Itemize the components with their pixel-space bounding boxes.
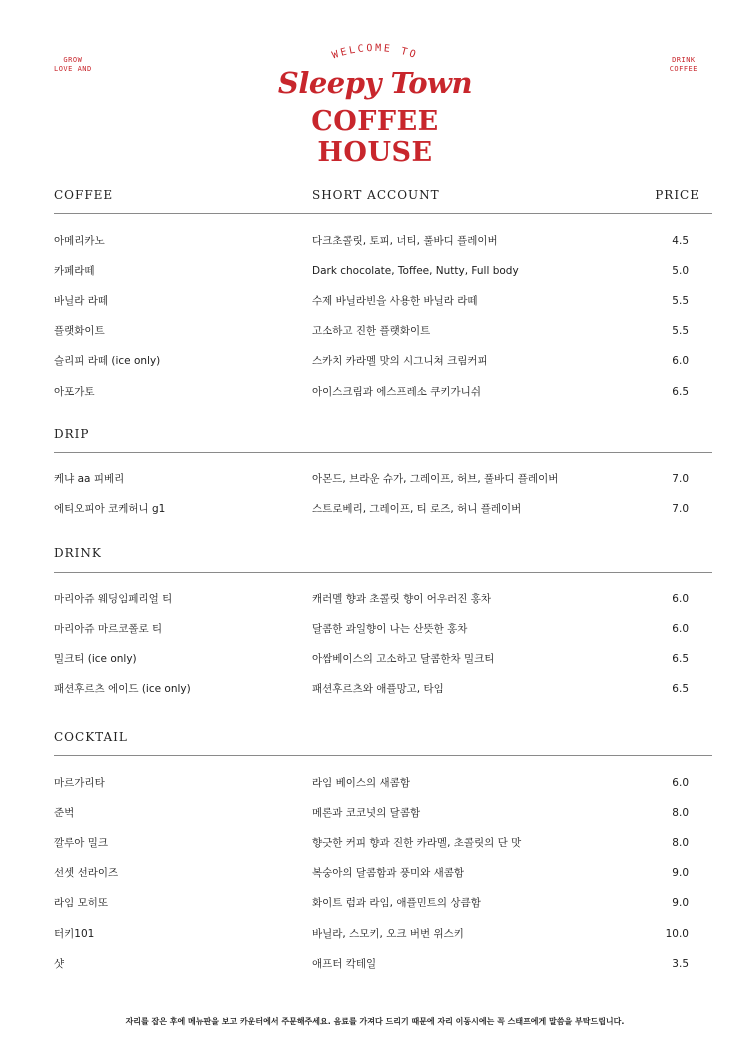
item-name: 카페라떼 [54,265,95,277]
section-title-cocktail: COCKTAIL [54,730,128,744]
item-name: 마르가리타 [54,777,105,789]
item-description: 메론과 코코넛의 달콤함 [312,807,421,819]
menu-row [0,954,750,974]
item-name: 플랫화이트 [54,325,105,337]
item-description: 향긋한 커피 향과 진한 카라멜, 초콜릿의 단 맛 [312,837,522,849]
item-price: 9.0 [672,897,689,909]
section-title-drink: DRINK [54,546,102,560]
item-name: 깔루아 밀크 [54,837,109,849]
welcome-arc [250,36,500,66]
tagline-right [670,56,698,74]
item-name: 슬리피 라떼 (ice only) [54,355,161,367]
item-name: 아포가토 [54,386,95,398]
item-name: 바닐라 라떼 [54,295,109,307]
menu-row [0,321,750,341]
item-description: 라임 베이스의 새콤함 [312,777,410,789]
item-description: 패션후르츠와 애플망고, 타임 [312,683,444,695]
item-description: 고소하고 진한 플랫화이트 [312,325,431,337]
item-description: Dark chocolate, Toffee, Nutty, Full body [312,265,519,277]
menu-row [0,924,750,944]
item-price: 6.5 [672,653,689,665]
item-description: 복숭아의 달콤함과 풍미와 새콤함 [312,867,465,879]
item-description: 화이트 럼과 라임, 애플민트의 상큼함 [312,897,481,909]
item-price: 4.5 [672,235,689,247]
menu-row [0,589,750,609]
divider-drink [54,572,712,573]
tagline-left-line2: LOVE AND [54,65,92,73]
menu-row [0,351,750,371]
item-price: 6.5 [672,386,689,398]
menu-row [0,499,750,519]
menu-row [0,803,750,823]
item-name: 준벅 [54,807,75,819]
item-name: 아메리카노 [54,235,105,247]
divider-cocktail [54,755,712,756]
menu-row [0,679,750,699]
menu-row [0,469,750,489]
item-price: 5.0 [672,265,689,277]
item-price: 7.0 [672,473,689,485]
item-name: 터키101 [54,928,95,940]
item-description: 애프터 칵테일 [312,958,377,970]
menu-row [0,619,750,639]
item-price: 3.5 [672,958,689,970]
menu-row [0,649,750,669]
tagline-right-line1: DRINK [672,56,696,64]
item-description: 바닐라, 스모키, 오크 버번 위스키 [312,928,464,940]
menu-row [0,291,750,311]
column-heading-price: PRICE [655,188,700,202]
item-price: 6.0 [672,623,689,635]
item-price: 8.0 [672,837,689,849]
tagline-right-line2: COFFEE [669,65,698,73]
tagline-left-line1: GROW [63,56,83,64]
item-name: 패션후르츠 에이드 (ice only) [54,683,191,695]
item-price: 6.0 [672,777,689,789]
menu-row [0,863,750,883]
menu-row [0,893,750,913]
section-title-drip: DRIP [54,427,90,441]
item-price: 9.0 [672,867,689,879]
item-name: 케냐 aa 피베리 [54,473,125,485]
item-name: 마리아쥬 마르코폴로 티 [54,623,163,635]
item-price: 7.0 [672,503,689,515]
footer-notice: 자리를 잡은 후에 메뉴판을 보고 카운터에서 주문해주세요. 음료를 가져다 드리기 때문에 자리 이동시에는 꼭 스태프에게 말씀을 부탁드립니다. [125,1017,625,1026]
item-price: 6.5 [672,683,689,695]
item-price: 5.5 [672,325,689,337]
menu-row [0,261,750,281]
item-price: 10.0 [665,928,689,940]
item-description: 캐러멜 향과 초콜릿 향이 어우러진 홍차 [312,593,491,605]
item-name: 샷 [54,958,65,970]
item-description: 아몬드, 브라운 슈가, 그레이프, 허브, 풀바디 플레이버 [312,473,559,485]
item-name: 에티오피아 코케허니 g1 [54,503,166,515]
item-name: 마리아쥬 웨딩임페리얼 티 [54,593,173,605]
logo-title-line2: COFFEE HOUSE [311,106,439,168]
item-name: 선셋 선라이즈 [54,867,119,879]
column-heading-coffee: COFFEE [54,188,114,202]
svg-text:WELCOME TO [331,43,420,62]
menu-row [0,231,750,251]
item-description: 스트로베리, 그레이프, 티 로즈, 허니 플레이버 [312,503,522,515]
welcome-text: WELCOME TO [330,42,420,62]
tagline-left [54,56,92,74]
item-description: 아쌈베이스의 고소하고 달콤한차 밀크티 [312,653,495,665]
item-description: 다크초콜릿, 토피, 너티, 풀바디 플레이버 [312,235,498,247]
logo [250,36,500,168]
item-name: 라임 모히또 [54,897,109,909]
menu-row [0,773,750,793]
item-price: 5.5 [672,295,689,307]
column-heading-short-account: SHORT ACCOUNT [312,188,440,202]
item-description: 수제 바닐라빈을 사용한 바닐라 라떼 [312,295,478,307]
divider-coffee [54,213,712,214]
logo-title-line1: Sleepy Town [277,66,473,100]
item-name: 밀크티 (ice only) [54,653,137,665]
divider-drip [54,452,712,453]
item-description: 스카치 카라멜 맛의 시그니쳐 크림커피 [312,355,488,367]
item-price: 6.0 [672,355,689,367]
menu-row [0,833,750,853]
menu-row [0,382,750,402]
item-price: 8.0 [672,807,689,819]
item-price: 6.0 [672,593,689,605]
item-description: 아이스크림과 에스프레소 쿠키가니쉬 [312,386,481,398]
item-description: 달콤한 과일향이 나는 산뜻한 홍차 [312,623,468,635]
